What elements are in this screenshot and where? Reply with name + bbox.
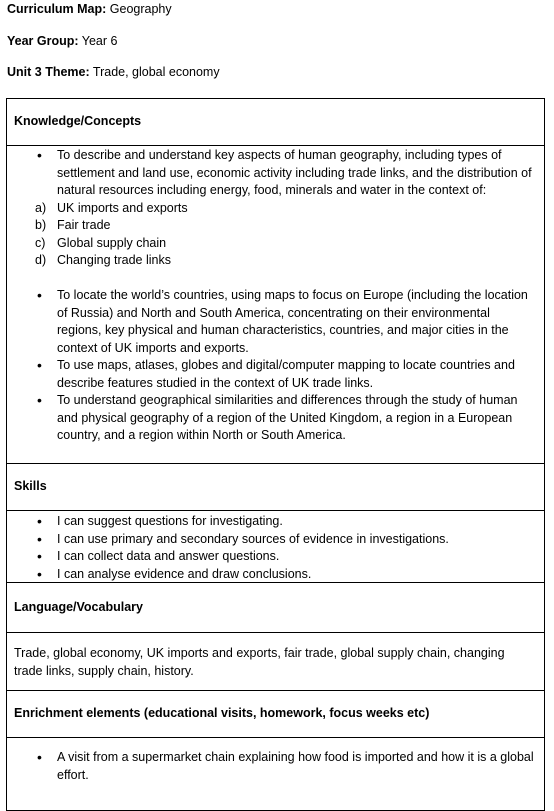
list-marker: b) xyxy=(35,218,47,232)
list-item: • I can use primary and secondary sources of evidence in investigations. xyxy=(7,531,544,549)
list-marker: d) xyxy=(35,253,47,267)
unit-theme-value: Trade, global economy xyxy=(89,65,220,79)
curriculum-map-label: Curriculum Map: xyxy=(7,2,107,16)
list-item: • A visit from a supermarket chain explaining how food is imported and how it is a global effort. xyxy=(7,749,544,784)
year-group-label: Year Group: xyxy=(7,34,79,48)
knowledge-sub-list xyxy=(7,200,544,270)
list-item: • To locate the world’s countries, using maps to focus on Europe (including the location of Russia) and North and South America, concentrating on their environmental regions, key physical and human characteristics, countries, and major cities in the context of UK imports and exports. xyxy=(7,287,544,357)
knowledge-body xyxy=(7,146,544,464)
sub-list-item-text: UK imports and exports xyxy=(57,200,188,215)
list-item: • To use maps, atlases, globes and digital/computer mapping to locate countries and describe features studied in the context of UK trade links. xyxy=(7,357,544,392)
list-item: • To describe and understand key aspects of human geography, including types of settlement and land use, economic activity including trade links, and the distribution of natural resources including energy, food, minerals and water in the context of: xyxy=(7,147,544,200)
list-item: • To understand geographical similarities and differences through the study of human and physical geography of a region of the United Kingdom, a region in a European country, and a region within North or South America. xyxy=(7,392,544,445)
vocabulary-text: Trade, global economy, UK imports and exports, fair trade, global supply chain, changing trade links, supply chain, history. xyxy=(14,646,505,678)
sub-list-item xyxy=(7,252,544,270)
sub-list-item-text: Changing trade links xyxy=(57,253,171,267)
year-group-line xyxy=(7,33,117,51)
enrichment-heading xyxy=(7,691,544,738)
enrichment-list xyxy=(7,749,544,784)
curriculum-map-value: Geography xyxy=(106,2,172,16)
skills-body xyxy=(7,511,544,583)
curriculum-map-line xyxy=(7,1,172,19)
list-item: • I can suggest questions for investigating. xyxy=(7,513,544,531)
sub-list-item-text: Global supply chain xyxy=(57,235,167,250)
language-heading xyxy=(7,583,544,633)
curriculum-table xyxy=(6,98,545,811)
knowledge-intro-list xyxy=(7,147,544,200)
language-body xyxy=(7,633,544,691)
list-item: • I can collect data and answer questions. xyxy=(7,548,544,566)
sub-list-item xyxy=(7,235,544,253)
skills-heading xyxy=(7,464,544,511)
skills-heading-text: Skills xyxy=(14,479,47,494)
knowledge-heading-text: Knowledge/Concepts xyxy=(14,114,142,129)
enrichment-body xyxy=(7,738,544,810)
list-item: • I can analyse evidence and draw conclusions. xyxy=(7,566,544,584)
unit-theme-line xyxy=(7,64,220,82)
enrichment-heading-text: Enrichment elements (educational visits, homework, focus weeks etc) xyxy=(14,706,430,721)
knowledge-bullet-list xyxy=(7,287,544,445)
year-group-value: Year 6 xyxy=(78,34,118,48)
skills-list xyxy=(7,513,544,583)
knowledge-heading xyxy=(7,99,544,146)
sub-list-item xyxy=(7,200,544,218)
sub-list-item xyxy=(7,217,544,235)
list-marker: a) xyxy=(35,200,47,215)
unit-theme-label: Unit 3 Theme: xyxy=(7,65,90,79)
sub-list-item-text: Fair trade xyxy=(57,218,111,232)
list-marker: c) xyxy=(35,235,46,250)
language-heading-text: Language/Vocabulary xyxy=(14,599,143,614)
